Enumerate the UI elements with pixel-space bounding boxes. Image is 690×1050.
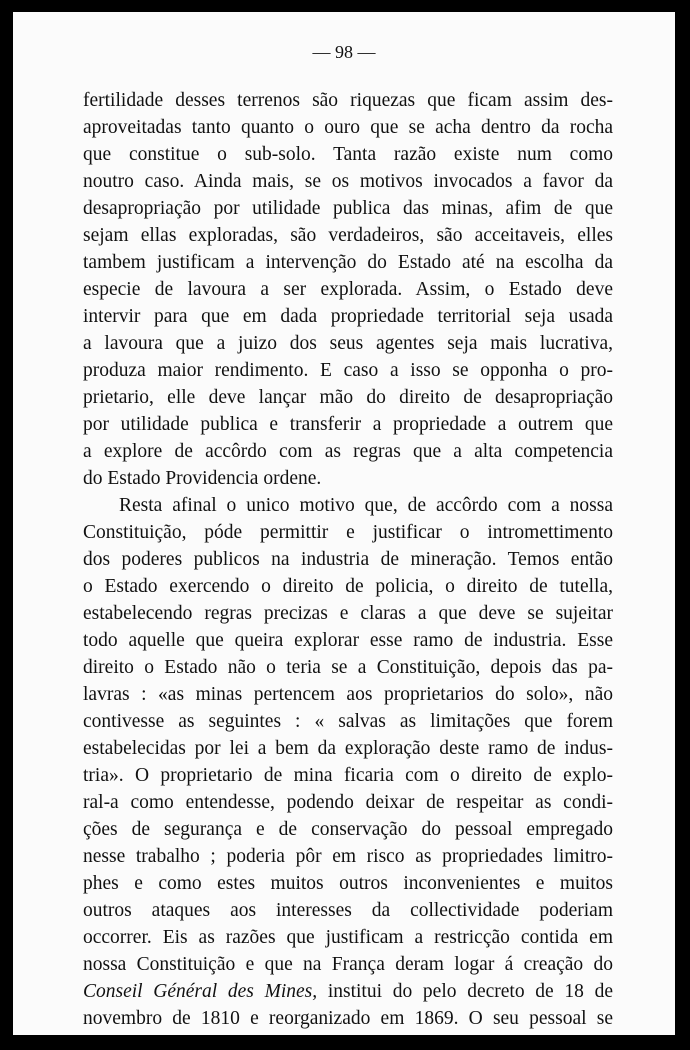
text-line: direito o Estado não o teria se a Constituição, depois das pa- <box>83 657 613 678</box>
text-line: nossa Constituição e que na França deram logar á creação do <box>83 954 613 975</box>
text-line: todo aquelle que queira explorar esse ramo de industria. Esse <box>83 630 613 651</box>
text-line: estabelecendo regras precizas e claras a que deve se sujeitar <box>83 603 613 624</box>
text-line: o Estado exercendo o direito de policia, o direito de tutella, <box>83 576 613 597</box>
text-line: intervir para que em dada propriedade territorial seja usada <box>83 306 613 327</box>
text-line: sejam ellas exploradas, são verdadeiros, são acceitaveis, elles <box>83 225 613 246</box>
text-line: contivesse as seguintes : « salvas as limitações que forem <box>83 711 613 732</box>
text-line: occorrer. Eis as razões que justificam a restricção contida em <box>83 927 613 948</box>
text-line: ções de segurança e de conservação do pessoal empregado <box>83 819 613 840</box>
text-line: tria». O proprietario de mina ficaria com o direito de explo- <box>83 765 613 786</box>
text-line: prietario, elle deve lançar mão do direito de desapropriação <box>83 387 613 408</box>
text-line-rest: institui do pelo decreto de 18 de <box>327 981 614 1002</box>
text-line: noutro caso. Ainda mais, se os motivos invocados a favor da <box>83 171 613 192</box>
text-line: ral-a como entendesse, podendo deixar de respeitar as condi- <box>83 792 613 813</box>
text-line: desapropriação por utilidade publica das minas, afim de que <box>83 198 613 219</box>
page-number: — 98 — <box>312 42 376 62</box>
text-line: phes e como estes muitos outros inconvenientes e muitos <box>83 873 613 894</box>
text-line: lavras : «as minas pertencem aos proprietarios do solo», não <box>83 684 613 705</box>
text-line: a explore de accôrdo com as regras que a alta competencia <box>83 441 613 462</box>
text-line: Constituição, póde permittir e justificar o intromettimento <box>83 522 613 543</box>
text-line: que constitue o sub-solo. Tanta razão existe num como <box>83 144 613 165</box>
text-line: Resta afinal o unico motivo que, de accôrdo com a nossa <box>119 495 613 516</box>
text-line: especie de lavoura a ser explorada. Assim, o Estado deve <box>83 279 613 300</box>
text-line: a lavoura que a juizo dos seus agentes seja mais lucrativa, <box>83 333 613 354</box>
text-line: aproveitadas tanto quanto o ouro que se acha dentro da rocha <box>83 117 613 138</box>
book-page <box>13 12 675 1035</box>
text-line: estabelecidas por lei a bem da exploração deste ramo de indus- <box>83 738 613 759</box>
text-line: nesse trabalho ; poderia pôr em risco as propriedades limitro- <box>83 846 613 867</box>
text-line: outros ataques aos interesses da collectividade poderiam <box>83 900 613 921</box>
text-line: produza maior rendimento. E caso a isso se opponha o pro- <box>83 360 613 381</box>
text-line: tambem justificam a intervenção do Estado até na escolha da <box>83 252 613 273</box>
text-line: por utilidade publica e transferir a propriedade a outrem que <box>83 414 613 435</box>
italic-phrase: Conseil Général des Mines, <box>83 981 318 1002</box>
text-line: dos poderes publicos na industria de mineração. Temos então <box>83 549 613 570</box>
text-line: novembro de 1810 e reorganizado em 1869. O seu pessoal se <box>83 1008 613 1029</box>
text-line <box>83 978 613 1005</box>
text-line: do Estado Providencia ordene. <box>83 468 322 489</box>
text-line: fertilidade desses terrenos são riquezas que ficam assim des- <box>83 90 613 111</box>
